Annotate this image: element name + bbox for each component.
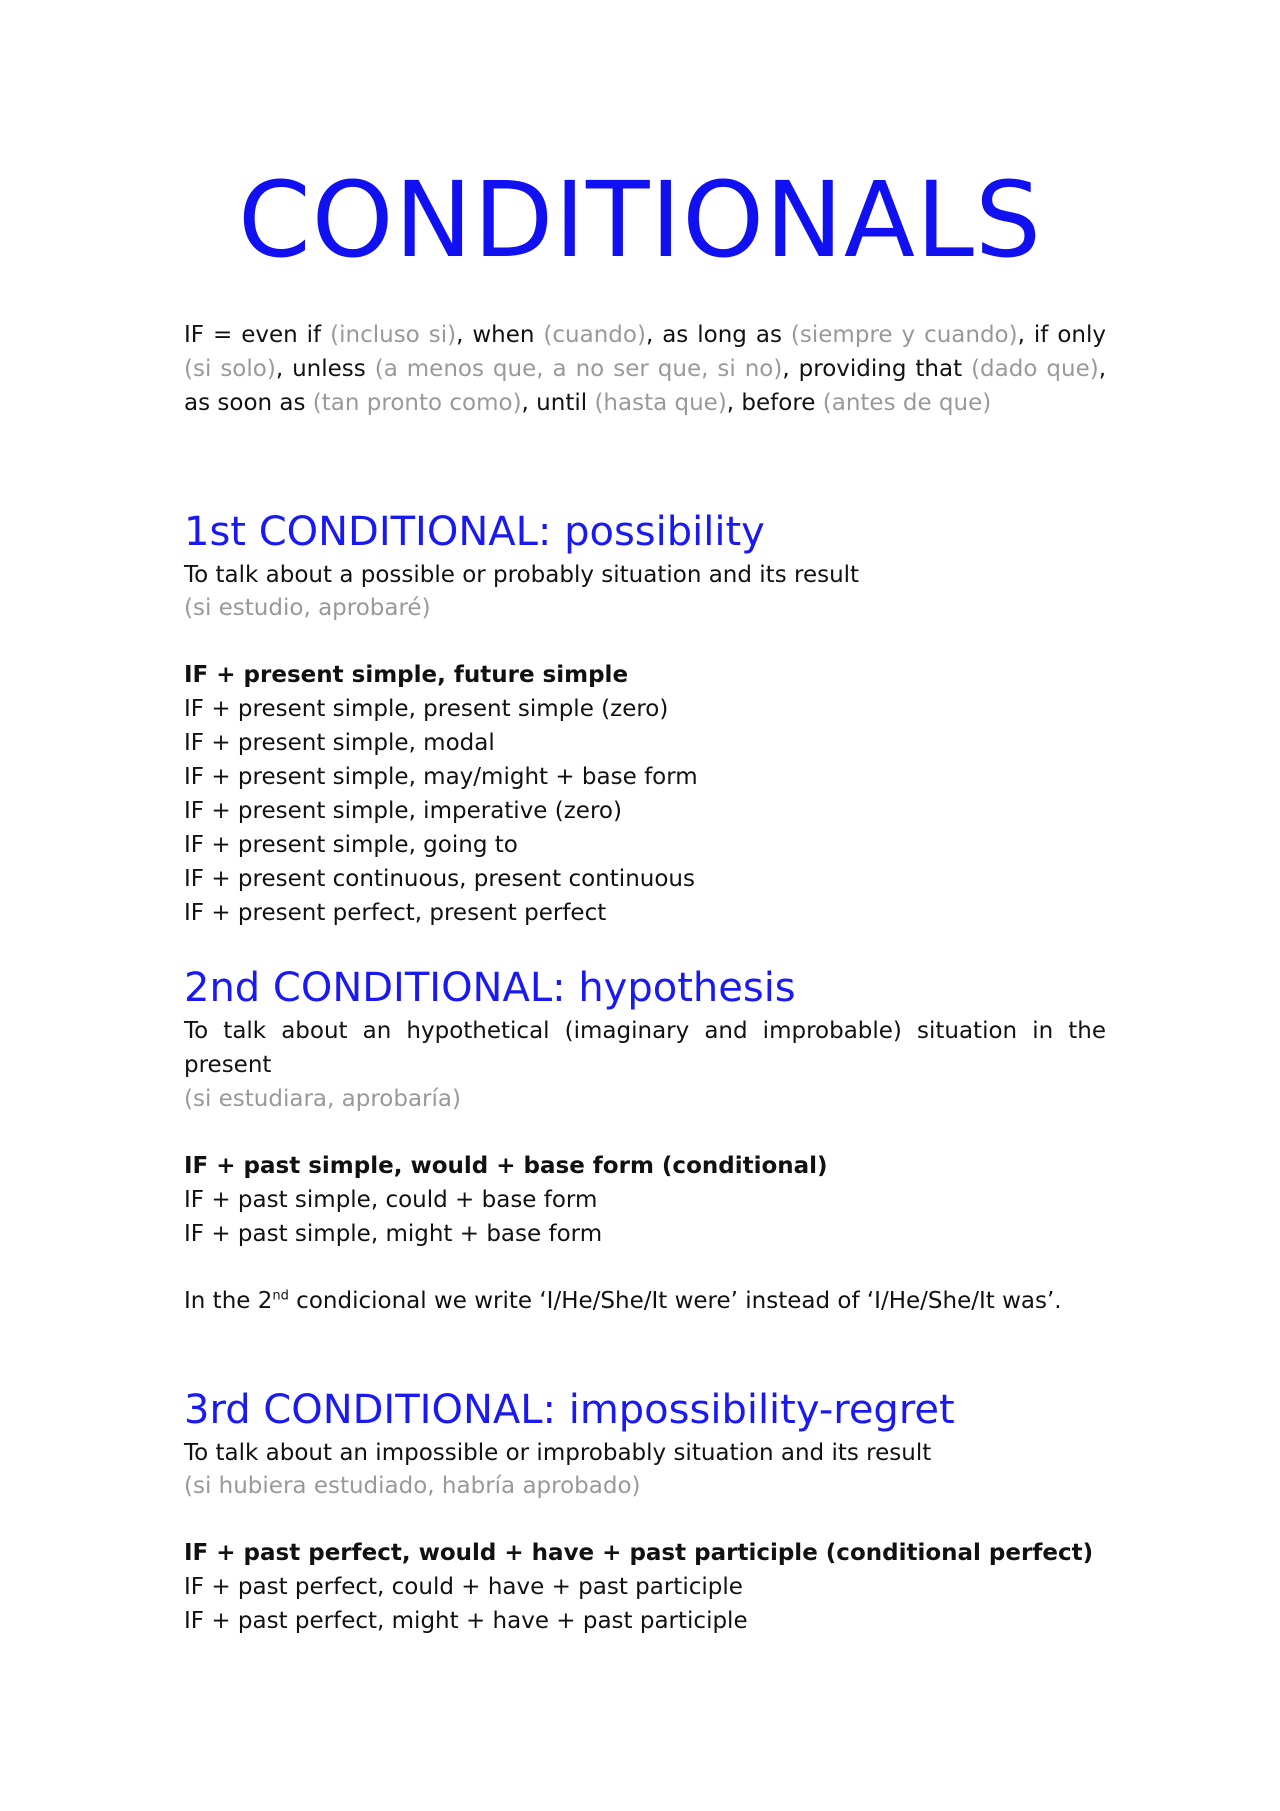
connector-text: , as long as	[645, 322, 791, 348]
heading-third-conditional: 3rd CONDITIONAL: impossibility-regret	[184, 1387, 955, 1433]
translation-text: (cuando)	[543, 322, 646, 348]
formula: IF + past simple, could + base form	[184, 1187, 598, 1213]
third-example: (si hubiera estudiado, habría aprobado)	[184, 1473, 641, 1499]
heading-first-conditional: 1st CONDITIONAL: possibility	[184, 509, 765, 555]
connector-text: , when	[456, 322, 544, 348]
translation-text: (si solo)	[184, 356, 276, 382]
translation-text: (incluso si)	[330, 322, 457, 348]
connector-text: , if only	[1017, 322, 1106, 348]
translation-text: (dado que)	[971, 356, 1099, 382]
second-example: (si estudiara, aprobaría)	[184, 1086, 461, 1112]
formula: IF + present simple, modal	[184, 730, 495, 756]
formula: IF + past simple, might + base form	[184, 1221, 603, 1247]
formula: IF + past perfect, could + have + past participle	[184, 1574, 743, 1600]
note-text: condicional we write ‘I/He/She/It were’ instead of ‘I/He/She/It was’.	[288, 1288, 1062, 1314]
connector-text: , until	[521, 390, 595, 416]
third-description: To talk about an impossible or improbably situation and its result	[184, 1440, 932, 1466]
translation-text: (a menos que, a no ser que, si no)	[374, 356, 783, 382]
translation-text: (hasta que)	[594, 390, 727, 416]
formula: IF + present simple, present simple (zero)	[184, 696, 669, 722]
note-superscript: nd	[272, 1288, 289, 1304]
note-text: In the 2	[184, 1288, 273, 1314]
second-description: To talk about an hypothetical (imaginary and improbable) situation in the present	[184, 1018, 1106, 1078]
formula-main: IF + past perfect, would + have + past participle (conditional perfect)	[184, 1540, 1094, 1566]
connector-text: , unless	[275, 356, 375, 382]
page-title: CONDITIONALS	[238, 159, 1042, 281]
formula: IF + present perfect, present perfect	[184, 900, 607, 926]
first-description: To talk about a possible or probably situation and its result	[184, 562, 860, 588]
translation-text: (siempre y cuando)	[790, 322, 1018, 348]
first-example: (si estudio, aprobaré)	[184, 595, 431, 621]
connector-text: , as soon as	[184, 356, 1106, 416]
translation-text: (tan pronto como)	[312, 390, 522, 416]
connector-text: IF = even if	[184, 322, 331, 348]
translation-text: (antes de que)	[822, 390, 992, 416]
formula-main: IF + present simple, future simple	[184, 662, 629, 688]
second-note	[184, 1284, 1106, 1318]
intro-paragraph	[184, 318, 1106, 420]
formula: IF + present continuous, present continuous	[184, 866, 695, 892]
connector-text: , before	[726, 390, 823, 416]
heading-second-conditional: 2nd CONDITIONAL: hypothesis	[184, 965, 796, 1011]
formula: IF + present simple, going to	[184, 832, 518, 858]
formula: IF + past perfect, might + have + past participle	[184, 1608, 748, 1634]
third-formulas	[184, 1536, 1106, 1638]
first-formulas	[184, 658, 1106, 930]
connector-text: , providing that	[782, 356, 972, 382]
formula-main: IF + past simple, would + base form (conditional)	[184, 1153, 828, 1179]
second-formulas	[184, 1149, 1106, 1251]
formula: IF + present simple, imperative (zero)	[184, 798, 622, 824]
formula: IF + present simple, may/might + base form	[184, 764, 698, 790]
